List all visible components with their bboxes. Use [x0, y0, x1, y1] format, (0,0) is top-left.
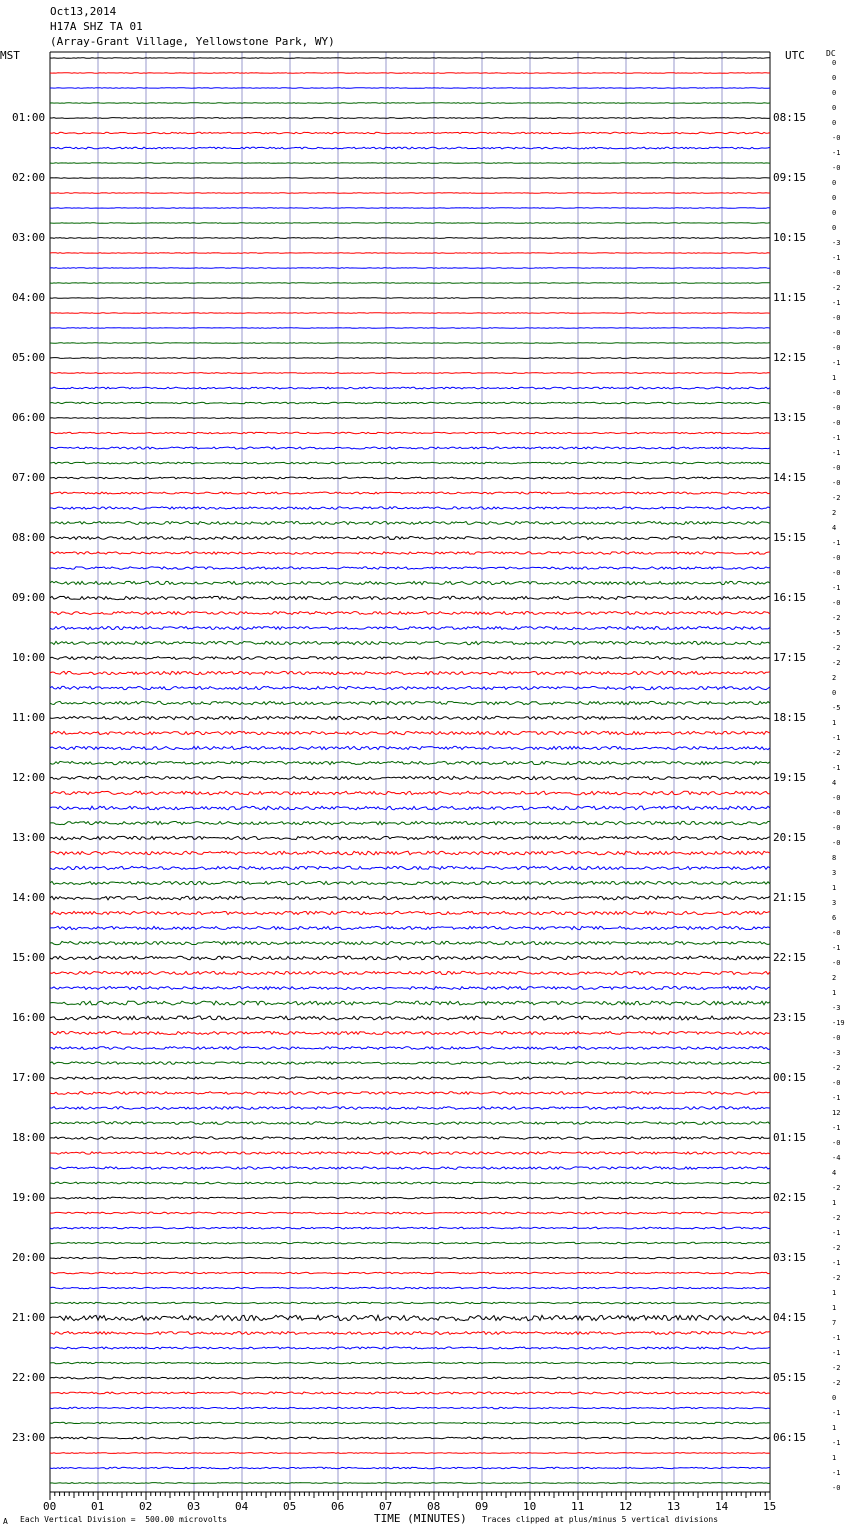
- seismic-trace: [50, 73, 770, 74]
- dc-offset-value: -2: [832, 494, 841, 502]
- dc-offset-value: -0: [832, 389, 841, 397]
- seismic-trace: [50, 253, 770, 254]
- mst-hour-label: 07:00: [12, 471, 46, 484]
- x-tick-label: 12: [619, 1500, 633, 1513]
- seismic-trace: [50, 1377, 770, 1379]
- x-tick-label: 11: [571, 1500, 585, 1513]
- dc-offset-value: 6: [832, 914, 837, 922]
- plot-date: Oct13,2014: [50, 5, 117, 18]
- dc-offset-value: 2: [832, 509, 837, 517]
- seismic-trace: [50, 627, 770, 630]
- dc-offset-value: -1: [832, 539, 841, 547]
- mst-hour-label: 06:00: [12, 411, 46, 424]
- mst-hour-label: 16:00: [12, 1011, 46, 1024]
- seismic-trace: [50, 88, 770, 89]
- dc-offset-value: -0: [832, 599, 841, 607]
- dc-offset-value: 1: [832, 1289, 837, 1297]
- utc-hour-label: 22:15: [773, 951, 807, 964]
- dc-offset-value: -2: [832, 614, 841, 622]
- seismic-trace: [50, 283, 770, 284]
- x-tick-label: 05: [283, 1500, 297, 1513]
- mst-hour-label: 21:00: [12, 1311, 46, 1324]
- dc-offset-value: -0: [832, 479, 841, 487]
- seismic-trace: [50, 1272, 770, 1273]
- dc-offset-value: -0: [832, 329, 841, 337]
- mst-hour-label: 22:00: [12, 1371, 46, 1384]
- dc-offset-value: 2: [832, 974, 837, 982]
- seismic-trace: [50, 492, 770, 494]
- seismic-trace: [50, 163, 770, 164]
- dc-offset-value: -19: [832, 1019, 845, 1027]
- dc-offset-value: 1: [832, 1424, 837, 1432]
- dc-offset-value: 0: [832, 194, 837, 202]
- dc-offset-value: -1: [832, 1469, 841, 1477]
- dc-offset-value: -2: [832, 644, 841, 652]
- seismic-trace: [50, 1315, 770, 1320]
- dc-offset-value: 1: [832, 1304, 837, 1312]
- seismic-trace: [50, 1167, 770, 1169]
- mst-hour-label: 18:00: [12, 1131, 46, 1144]
- utc-hour-label: 20:15: [773, 831, 807, 844]
- dc-offset-value: -2: [832, 749, 841, 757]
- station-id: H17A SHZ TA 01: [50, 20, 143, 33]
- dc-offset-value: -2: [832, 1274, 841, 1282]
- seismic-trace: [50, 881, 770, 884]
- dc-offset-value: -1: [832, 149, 841, 157]
- dc-offset-value: -1: [832, 734, 841, 742]
- dc-offset-value: 0: [832, 1394, 837, 1402]
- dc-offset-value: -0: [832, 464, 841, 472]
- dc-offset-value: 2: [832, 674, 837, 682]
- utc-hour-label: 09:15: [773, 171, 807, 184]
- seismic-trace: [50, 387, 770, 389]
- dc-offset-value: -0: [832, 404, 841, 412]
- dc-offset-value: -0: [832, 554, 841, 562]
- dc-offset-value: -1: [832, 1349, 841, 1357]
- mst-hour-label: 08:00: [12, 531, 46, 544]
- dc-offset-value: -0: [832, 134, 841, 142]
- dc-offset-value: -2: [832, 1214, 841, 1222]
- seismic-trace: [50, 1407, 770, 1408]
- dc-offset-value: 1: [832, 884, 837, 892]
- seismic-trace: [50, 118, 770, 119]
- seismic-trace: [50, 447, 770, 449]
- x-tick-label: 15: [763, 1500, 777, 1513]
- seismic-trace: [50, 971, 770, 974]
- seismic-trace: [50, 701, 770, 704]
- seismic-trace: [50, 1092, 770, 1095]
- seismic-trace: [50, 147, 770, 149]
- seismic-trace: [50, 507, 770, 509]
- utc-hour-label: 21:15: [773, 891, 807, 904]
- dc-offset-value: -0: [832, 1139, 841, 1147]
- dc-offset-value: -4: [832, 1154, 841, 1162]
- seismic-trace: [50, 821, 770, 824]
- utc-hour-label: 05:15: [773, 1371, 807, 1384]
- dc-offset-value: 0: [832, 119, 837, 127]
- utc-hour-label: 02:15: [773, 1191, 807, 1204]
- corner-mark: A: [3, 1517, 8, 1526]
- utc-hour-label: 06:15: [773, 1431, 807, 1444]
- seismic-trace: [50, 791, 770, 795]
- dc-offset-value: 0: [832, 224, 837, 232]
- dc-offset-value: 0: [832, 104, 837, 112]
- seismic-trace: [50, 1077, 770, 1079]
- seismic-trace: [50, 313, 770, 314]
- seismic-trace: [50, 1137, 770, 1139]
- seismic-trace: [50, 1302, 770, 1303]
- seismic-trace: [50, 1032, 770, 1035]
- seismic-trace: [50, 132, 770, 133]
- dc-offset-value: -1: [832, 1334, 841, 1342]
- utc-hour-label: 11:15: [773, 291, 807, 304]
- clip-note: Traces clipped at plus/minus 5 vertical divisions: [482, 1515, 719, 1524]
- mst-hour-label: 04:00: [12, 291, 46, 304]
- seismic-trace: [50, 552, 770, 554]
- seismic-trace: [50, 671, 770, 674]
- seismic-trace: [50, 1001, 770, 1005]
- dc-offset-value: 0: [832, 179, 837, 187]
- seismic-trace: [50, 866, 770, 869]
- dc-offset-value: -3: [832, 1004, 841, 1012]
- dc-offset-value: -5: [832, 629, 841, 637]
- seismic-trace: [50, 776, 770, 779]
- dc-offset-value: 0: [832, 59, 837, 67]
- mst-hour-label: 20:00: [12, 1251, 46, 1264]
- mst-hour-label: 17:00: [12, 1071, 46, 1084]
- dc-offset-value: 0: [832, 89, 837, 97]
- dc-offset-value: -0: [832, 959, 841, 967]
- seismic-trace: [50, 1483, 770, 1484]
- seismic-trace: [50, 103, 770, 104]
- seismic-trace: [50, 1437, 770, 1439]
- seismic-trace: [50, 657, 770, 660]
- seismic-trace: [50, 432, 770, 433]
- mst-hour-label: 19:00: [12, 1191, 46, 1204]
- dc-offset-value: -2: [832, 659, 841, 667]
- dc-offset-value: 1: [832, 1454, 837, 1462]
- dc-offset-value: -1: [832, 299, 841, 307]
- seismic-trace: [50, 896, 770, 900]
- dc-offset-value: -1: [832, 1439, 841, 1447]
- dc-offset-value: -0: [832, 344, 841, 352]
- x-tick-label: 02: [139, 1500, 153, 1513]
- utc-hour-label: 14:15: [773, 471, 807, 484]
- seismic-trace: [50, 1107, 770, 1110]
- seismic-trace: [50, 298, 770, 299]
- dc-offset-value: -0: [832, 269, 841, 277]
- seismic-trace: [50, 1047, 770, 1050]
- mst-hour-label: 23:00: [12, 1431, 46, 1444]
- dc-offset-value: -1: [832, 584, 841, 592]
- seismic-trace: [50, 761, 770, 764]
- seismic-trace: [50, 402, 770, 403]
- scale-note: Each Vertical Division = 500.00 microvolts: [20, 1515, 228, 1524]
- seismic-trace: [50, 1347, 770, 1349]
- mst-hour-label: 03:00: [12, 231, 46, 244]
- utc-hour-label: 12:15: [773, 351, 807, 364]
- dc-offset-value: 4: [832, 779, 837, 787]
- dc-offset-value: 0: [832, 74, 837, 82]
- seismic-trace: [50, 268, 770, 269]
- seismic-trace: [50, 1227, 770, 1229]
- seismic-trace: [50, 1467, 770, 1468]
- dc-offset-value: -1: [832, 1409, 841, 1417]
- seismic-trace: [50, 567, 770, 569]
- seismic-trace: [50, 1332, 770, 1335]
- utc-hour-label: 13:15: [773, 411, 807, 424]
- x-tick-label: 13: [667, 1500, 681, 1513]
- dc-offset-value: 1: [832, 719, 837, 727]
- x-tick-label: 09: [475, 1500, 489, 1513]
- dc-offset-value: -0: [832, 419, 841, 427]
- dc-offset-value: -0: [832, 1034, 841, 1042]
- seismic-trace: [50, 746, 770, 749]
- dc-offset-value: -0: [832, 824, 841, 832]
- x-tick-label: 08: [427, 1500, 441, 1513]
- dc-offset-value: 3: [832, 899, 837, 907]
- dc-offset-value: -1: [832, 1094, 841, 1102]
- dc-offset-value: -2: [832, 1364, 841, 1372]
- seismic-trace: [50, 941, 770, 944]
- x-tick-label: 14: [715, 1500, 729, 1513]
- mst-hour-label: 09:00: [12, 591, 46, 604]
- dc-offset-value: -2: [832, 1244, 841, 1252]
- x-tick-label: 06: [331, 1500, 345, 1513]
- seismic-trace: [50, 911, 770, 914]
- seismic-trace: [50, 596, 770, 599]
- dc-offset-value: -0: [832, 809, 841, 817]
- seismic-trace: [50, 1422, 770, 1423]
- seismic-trace: [50, 522, 770, 525]
- utc-hour-label: 10:15: [773, 231, 807, 244]
- x-tick-label: 00: [43, 1500, 57, 1513]
- seismic-trace: [50, 1362, 770, 1363]
- station-location: (Array-Grant Village, Yellowstone Park, WY): [50, 35, 335, 48]
- seismic-trace: [50, 1212, 770, 1214]
- mst-hour-label: 01:00: [12, 111, 46, 124]
- dc-offset-value: 3: [832, 869, 837, 877]
- dc-offset-value: -5: [832, 704, 841, 712]
- dc-offset-value: -1: [832, 764, 841, 772]
- mst-hour-label: 14:00: [12, 891, 46, 904]
- seismic-trace: [50, 223, 770, 224]
- utc-hour-label: 19:15: [773, 771, 807, 784]
- dc-offset-value: -1: [832, 944, 841, 952]
- seismic-trace: [50, 537, 770, 540]
- seismic-trace: [50, 208, 770, 209]
- dc-offset-value: 12: [832, 1109, 841, 1117]
- dc-offset-value: 1: [832, 989, 837, 997]
- dc-offset-value: 4: [832, 524, 837, 532]
- seismic-trace: [50, 1016, 770, 1020]
- seismic-trace: [50, 477, 770, 479]
- dc-offset-value: 8: [832, 854, 837, 862]
- utc-hour-label: 23:15: [773, 1011, 807, 1024]
- dc-offset-value: 7: [832, 1319, 837, 1327]
- dc-offset-value: -1: [832, 434, 841, 442]
- seismic-trace: [50, 1453, 770, 1454]
- utc-hour-label: 15:15: [773, 531, 807, 544]
- seismic-trace: [50, 987, 770, 990]
- seismic-trace: [50, 418, 770, 419]
- dc-offset-value: -1: [832, 1259, 841, 1267]
- mst-hour-label: 02:00: [12, 171, 46, 184]
- seismic-trace: [50, 836, 770, 839]
- x-axis-title: TIME (MINUTES): [374, 1512, 467, 1525]
- dc-offset-value: 0: [832, 209, 837, 217]
- seismic-trace: [50, 806, 770, 810]
- seismic-trace: [50, 462, 770, 464]
- seismic-trace: [50, 581, 770, 584]
- seismic-trace: [50, 58, 770, 59]
- dc-offset-value: -3: [832, 239, 841, 247]
- seismic-trace: [50, 1392, 770, 1394]
- seismic-trace: [50, 193, 770, 194]
- utc-hour-label: 04:15: [773, 1311, 807, 1324]
- dc-offset-value: -2: [832, 1379, 841, 1387]
- dc-offset-value: -0: [832, 569, 841, 577]
- utc-hour-label: 08:15: [773, 111, 807, 124]
- dc-offset-value: -0: [832, 1079, 841, 1087]
- seismic-trace: [50, 343, 770, 344]
- dc-offset-value: 1: [832, 374, 837, 382]
- dc-offset-value: -0: [832, 794, 841, 802]
- dc-offset-value: -2: [832, 1184, 841, 1192]
- dc-offset-value: -1: [832, 359, 841, 367]
- mst-hour-label: 05:00: [12, 351, 46, 364]
- dc-offset-value: 1: [832, 1199, 837, 1207]
- seismic-trace: [50, 1242, 770, 1243]
- x-tick-label: 03: [187, 1500, 201, 1513]
- seismic-trace: [50, 731, 770, 734]
- dc-offset-value: -1: [832, 449, 841, 457]
- seismic-trace: [50, 373, 770, 374]
- dc-offset-value: -0: [832, 839, 841, 847]
- seismic-trace: [50, 1197, 770, 1199]
- x-tick-label: 01: [91, 1500, 105, 1513]
- dc-offset-value: -0: [832, 1484, 841, 1492]
- seismic-trace: [50, 716, 770, 719]
- utc-hour-label: 16:15: [773, 591, 807, 604]
- seismic-trace: [50, 1152, 770, 1154]
- dc-offset-value: -1: [832, 1229, 841, 1237]
- dc-offset-value: -0: [832, 314, 841, 322]
- utc-hour-label: 00:15: [773, 1071, 807, 1084]
- seismic-trace: [50, 641, 770, 644]
- mst-hour-label: 12:00: [12, 771, 46, 784]
- utc-axis-label: UTC: [785, 49, 805, 62]
- mst-hour-label: 11:00: [12, 711, 46, 724]
- dc-offset-value: -0: [832, 164, 841, 172]
- x-tick-label: 07: [379, 1500, 393, 1513]
- dc-offset-value: -0: [832, 929, 841, 937]
- seismic-trace: [50, 238, 770, 239]
- dc-offset-value: -2: [832, 1064, 841, 1072]
- mst-hour-label: 15:00: [12, 951, 46, 964]
- dc-offset-value: -1: [832, 1124, 841, 1132]
- mst-hour-label: 13:00: [12, 831, 46, 844]
- seismic-trace: [50, 686, 770, 689]
- seismic-trace: [50, 1062, 770, 1064]
- dc-offset-value: -1: [832, 254, 841, 262]
- utc-hour-label: 17:15: [773, 651, 807, 664]
- seismic-trace: [50, 328, 770, 329]
- dc-offset-value: -2: [832, 284, 841, 292]
- mst-axis-label: MST: [0, 49, 20, 62]
- utc-hour-label: 01:15: [773, 1131, 807, 1144]
- seismic-trace: [50, 1122, 770, 1125]
- seismic-trace: [50, 358, 770, 359]
- seismic-trace: [50, 926, 770, 929]
- seismic-trace: [50, 956, 770, 960]
- dc-offset-value: 4: [832, 1169, 837, 1177]
- mst-hour-label: 10:00: [12, 651, 46, 664]
- x-tick-label: 10: [523, 1500, 537, 1513]
- seismic-trace: [50, 851, 770, 855]
- seismic-trace: [50, 1182, 770, 1184]
- dc-label: DC: [826, 49, 836, 58]
- dc-offset-value: -3: [832, 1049, 841, 1057]
- dc-offset-value: 0: [832, 689, 837, 697]
- utc-hour-label: 18:15: [773, 711, 807, 724]
- utc-hour-label: 03:15: [773, 1251, 807, 1264]
- x-tick-label: 04: [235, 1500, 249, 1513]
- seismic-trace: [50, 1287, 770, 1288]
- seismic-trace: [50, 1257, 770, 1258]
- seismic-trace: [50, 612, 770, 615]
- seismic-trace: [50, 178, 770, 179]
